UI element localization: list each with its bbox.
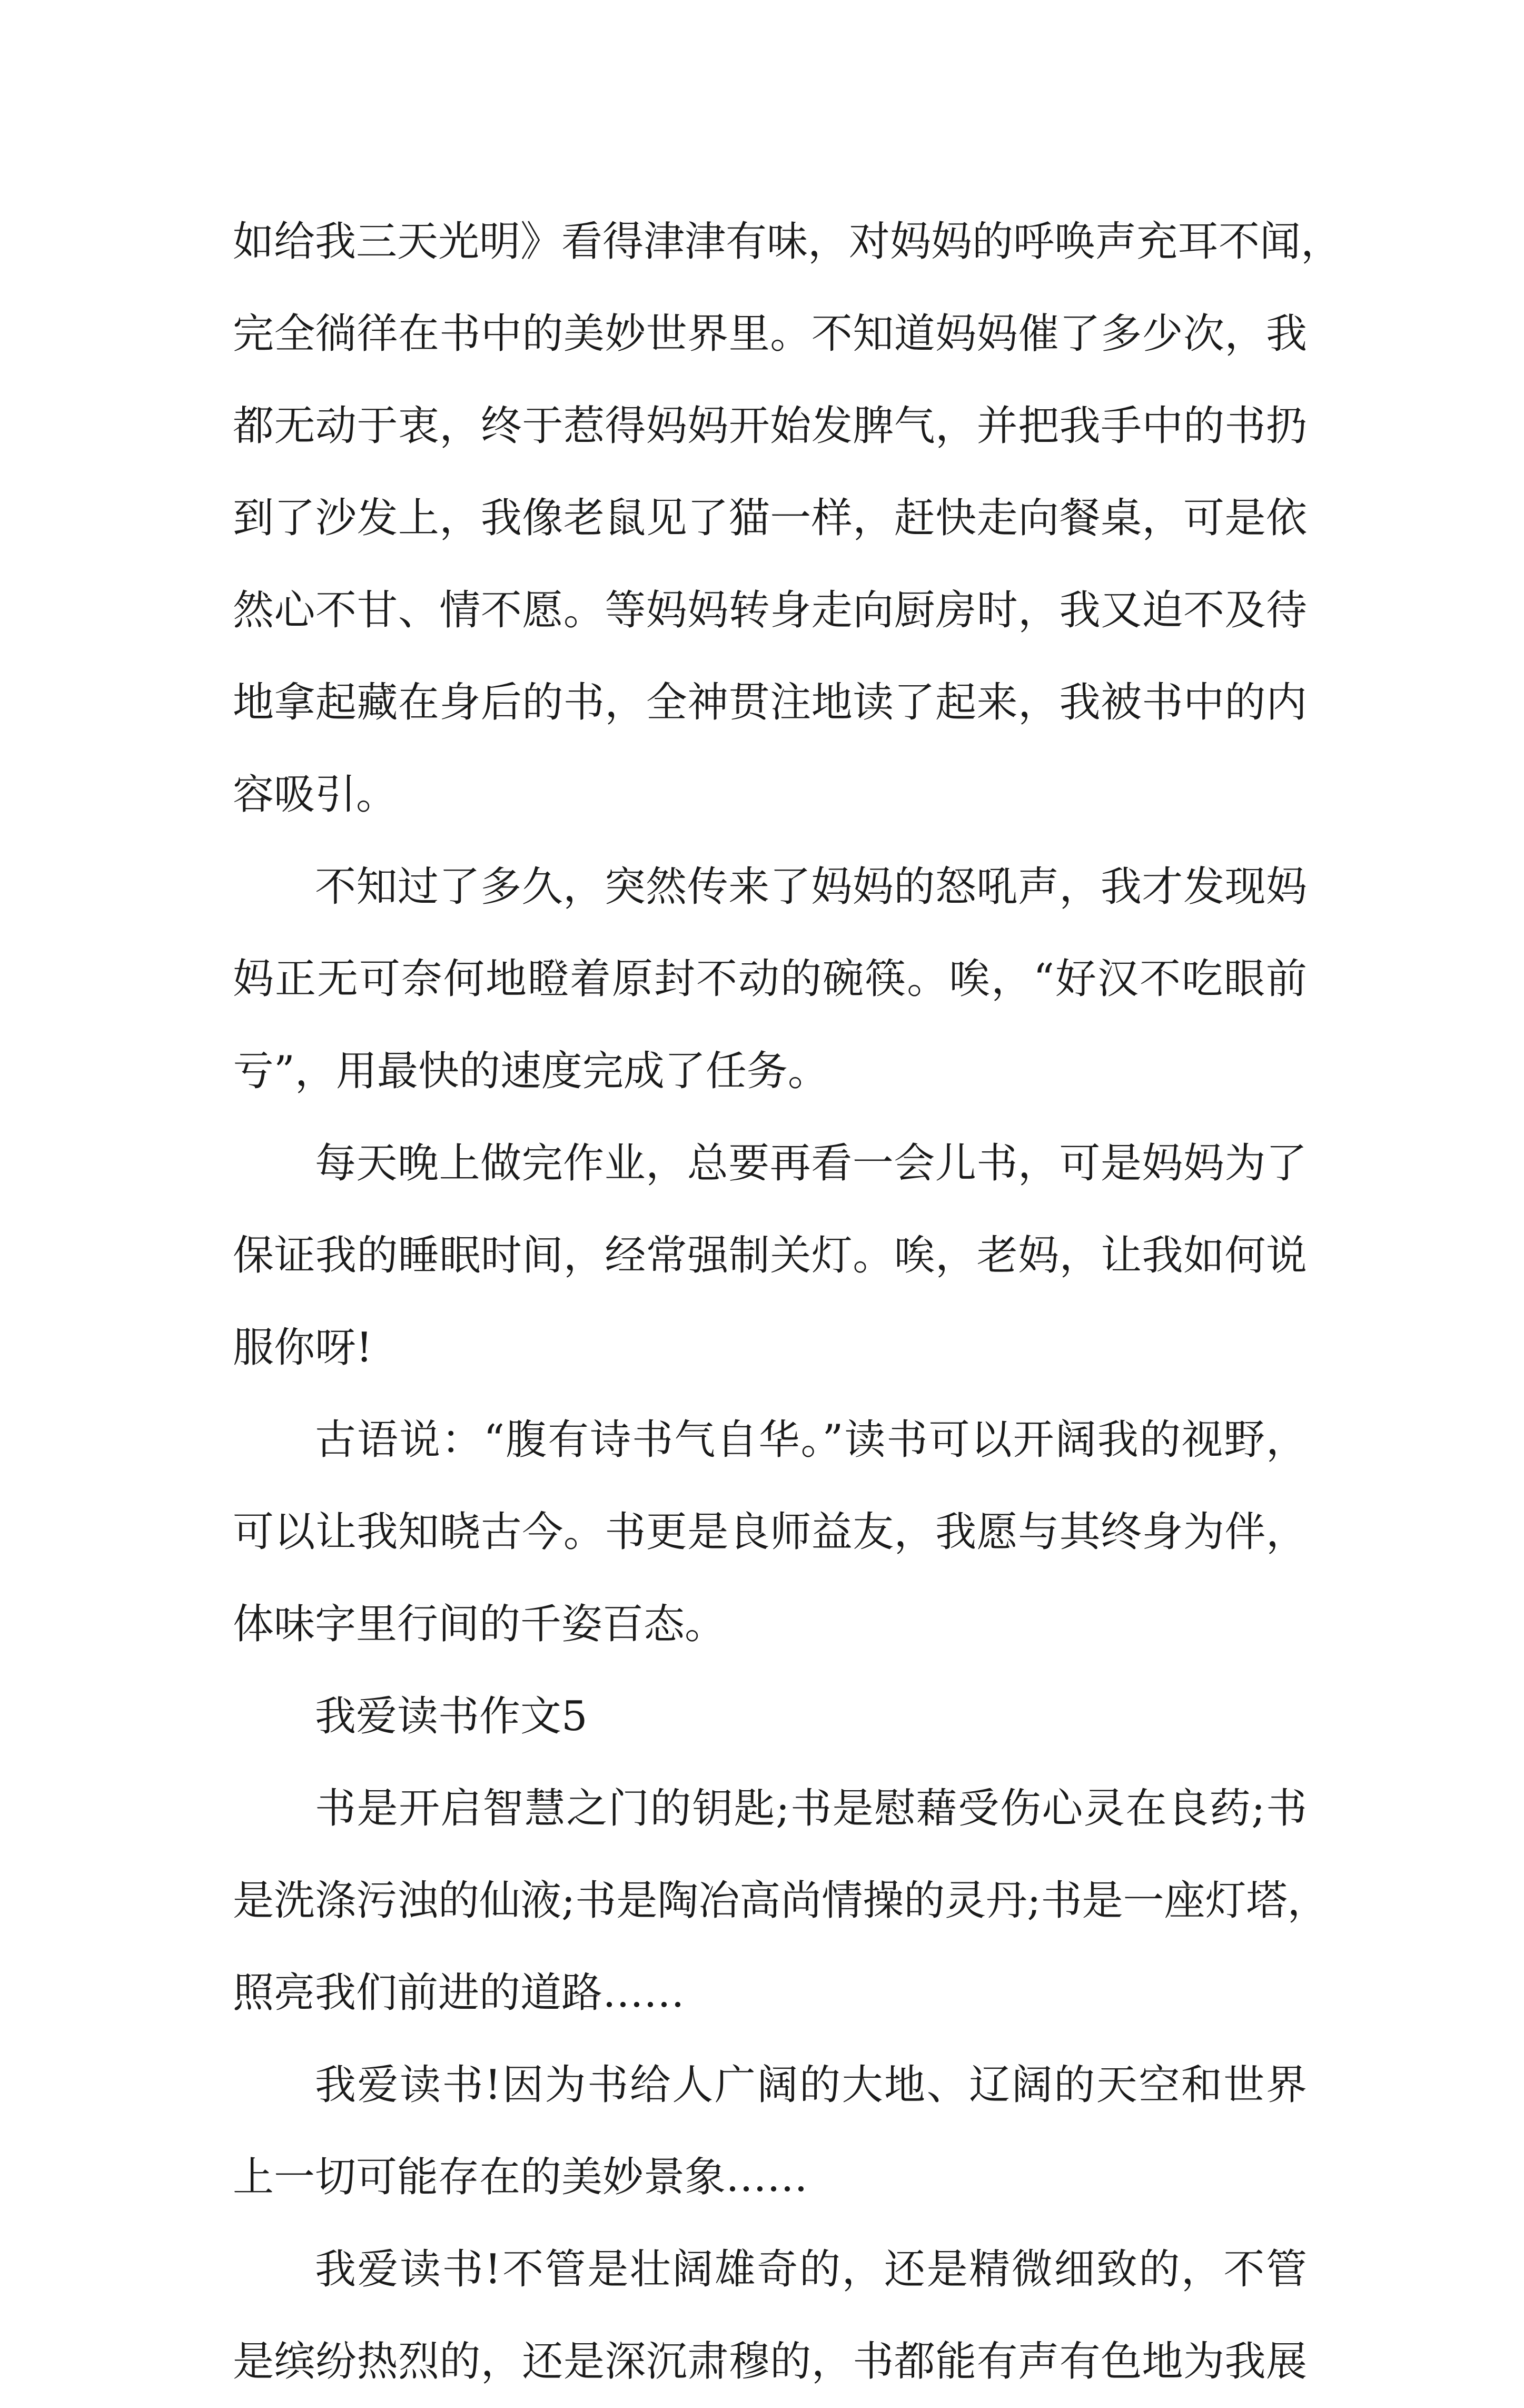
text-line: 体味字里行间的千姿百态。 <box>233 1601 726 1648</box>
paragraph-first-line: 每天晚上做完作业，总要再看一会儿书，可是妈妈为了 <box>315 1140 1307 1187</box>
text-line: 到了沙发上，我像老鼠见了猫一样，赶快走向餐桌，可是依 <box>233 495 1307 542</box>
text-line: 完全徜徉在书中的美妙世界里。不知道妈妈催了多少次，我 <box>233 310 1307 358</box>
paragraph-first-line: 古语说：“腹有诗书气自华。”读书可以开阔我的视野， <box>315 1416 1307 1464</box>
text-line: 地拿起藏在身后的书，全神贯注地读了起来，我被书中的内 <box>233 679 1307 726</box>
paragraph-first-line: 书是开启智慧之门的钥匙;书是慰藉受伤心灵在良药;书 <box>315 1785 1307 1832</box>
text-line: 是缤纷热烈的，还是深沉肃穆的，书都能有声有色地为我展 <box>233 2338 1307 2385</box>
text-line: 然心不甘、情不愿。等妈妈转身走向厨房时，我又迫不及待 <box>233 587 1307 634</box>
text-line: 可以让我知晓古今。书更是良师益友，我愿与其终身为伴， <box>233 1508 1307 1556</box>
section-heading: 我爱读书作文5 <box>315 1693 588 1740</box>
paragraph-first-line: 我爱读书!因为书给人广阔的大地、辽阔的天空和世界 <box>315 2061 1307 2109</box>
paragraph-first-line: 我爱读书!不管是壮阔雄奇的，还是精微细致的，不管 <box>315 2246 1307 2293</box>
text-line: 服你呀! <box>233 1324 373 1371</box>
text-line: 是洗涤污浊的仙液;书是陶冶高尚情操的灵丹;书是一座灯塔， <box>233 1877 1329 1925</box>
document-body <box>233 196 1342 2408</box>
paragraph-first-line: 不知过了多久，突然传来了妈妈的怒吼声，我才发现妈 <box>315 863 1307 911</box>
text-line: 保证我的睡眠时间，经常强制关灯。唉，老妈，让我如何说 <box>233 1232 1307 1279</box>
text-line: 亏”，用最快的速度完成了任务。 <box>233 1048 829 1095</box>
text-line: 照亮我们前进的道路…… <box>233 1969 685 2017</box>
text-line: 妈正无可奈何地瞪着原封不动的碗筷。唉，“好汉不吃眼前 <box>233 955 1307 1003</box>
text-line: 容吸引。 <box>233 771 398 818</box>
text-line: 都无动于衷，终于惹得妈妈开始发脾气，并把我手中的书扔 <box>233 402 1307 450</box>
text-line: 如给我三天光明》看得津津有味，对妈妈的呼唤声充耳不闻， <box>233 218 1342 265</box>
text-line: 上一切可能存在的美妙景象…… <box>233 2154 808 2201</box>
